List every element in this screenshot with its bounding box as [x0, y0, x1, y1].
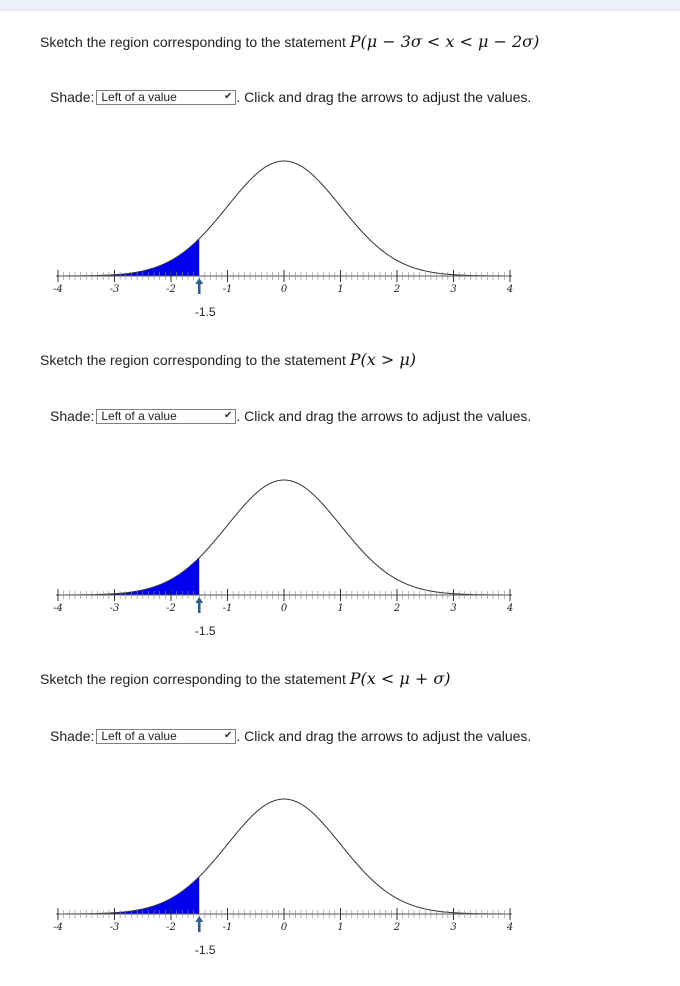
shade-row: [50, 406, 531, 426]
tick-label: 3: [450, 922, 457, 933]
normal-curve-chart[interactable]: [0, 443, 680, 638]
shade-select[interactable]: [96, 90, 236, 105]
instruction-text: . Click and drag the arrows to adjust the values.: [236, 89, 532, 105]
top-bar: [0, 0, 680, 11]
tick-label: -4: [53, 284, 63, 295]
arrow-value-label: -1.5: [194, 943, 216, 957]
question-2: [0, 347, 680, 667]
question-prompt: [40, 347, 416, 373]
normal-curve-chart[interactable]: [0, 124, 680, 319]
tick-label: -2: [166, 603, 176, 614]
question-3: [0, 666, 680, 986]
shade-select-value: Left of a value: [101, 729, 177, 743]
question-1: [0, 29, 680, 349]
chevron-down-icon: ✔: [223, 730, 233, 741]
shaded-region: [58, 877, 199, 914]
tick-label: 4: [506, 922, 514, 933]
shade-row: [50, 87, 531, 107]
instruction-text: . Click and drag the arrows to adjust the values.: [236, 728, 532, 744]
tick-label: 1: [337, 603, 344, 614]
tick-label: 3: [450, 284, 457, 295]
tick-label: 4: [506, 603, 514, 614]
shade-select[interactable]: [96, 409, 236, 424]
tick-label: 4: [506, 284, 514, 295]
probability-statement: P(x > μ): [349, 350, 416, 369]
question-prompt: [40, 666, 451, 692]
density-curve: [58, 799, 510, 914]
tick-label: -1: [222, 603, 233, 614]
tick-label: -3: [109, 922, 120, 933]
probability-statement: P(μ − 3σ < x < μ − 2σ): [349, 32, 540, 51]
tick-label: -1: [222, 284, 233, 295]
arrow-value-label: -1.5: [194, 624, 216, 638]
tick-label: -2: [166, 922, 176, 933]
tick-label: 2: [393, 284, 401, 295]
tick-label: -2: [166, 284, 176, 295]
shaded-region: [58, 239, 199, 276]
arrow-value-label: -1.5: [194, 305, 216, 319]
prompt-text: Sketch the region corresponding to the statement: [40, 352, 346, 368]
tick-label: 1: [337, 284, 344, 295]
chevron-down-icon: ✔: [223, 91, 233, 102]
tick-label: -1: [222, 922, 233, 933]
drag-arrow-icon[interactable]: [195, 916, 203, 932]
shaded-region: [58, 558, 199, 595]
tick-label: 0: [280, 922, 288, 933]
drag-arrow-icon[interactable]: [195, 597, 203, 613]
tick-label: 2: [393, 603, 401, 614]
shade-label: Shade:: [50, 89, 95, 105]
prompt-text: Sketch the region corresponding to the statement: [40, 671, 346, 687]
density-curve: [58, 480, 510, 595]
shade-select-value: Left of a value: [101, 409, 177, 423]
prompt-text: Sketch the region corresponding to the statement: [40, 34, 346, 50]
shade-label: Shade:: [50, 408, 95, 424]
shade-select-value: Left of a value: [101, 90, 177, 104]
tick-label: -4: [53, 922, 63, 933]
chevron-down-icon: ✔: [223, 410, 233, 421]
question-prompt: [40, 29, 539, 55]
instruction-text: . Click and drag the arrows to adjust the values.: [236, 408, 532, 424]
tick-label: -4: [53, 603, 63, 614]
tick-label: -3: [109, 284, 120, 295]
tick-label: 1: [337, 922, 344, 933]
tick-label: 3: [450, 603, 457, 614]
drag-arrow-icon[interactable]: [195, 278, 203, 294]
normal-curve-chart[interactable]: [0, 762, 680, 957]
tick-label: 0: [280, 603, 288, 614]
density-curve: [58, 161, 510, 276]
tick-label: 0: [280, 284, 288, 295]
shade-row: [50, 726, 531, 746]
tick-label: 2: [393, 922, 401, 933]
shade-select[interactable]: [96, 729, 236, 744]
probability-statement: P(x < μ + σ): [349, 669, 451, 688]
tick-label: -3: [109, 603, 120, 614]
shade-label: Shade:: [50, 728, 95, 744]
